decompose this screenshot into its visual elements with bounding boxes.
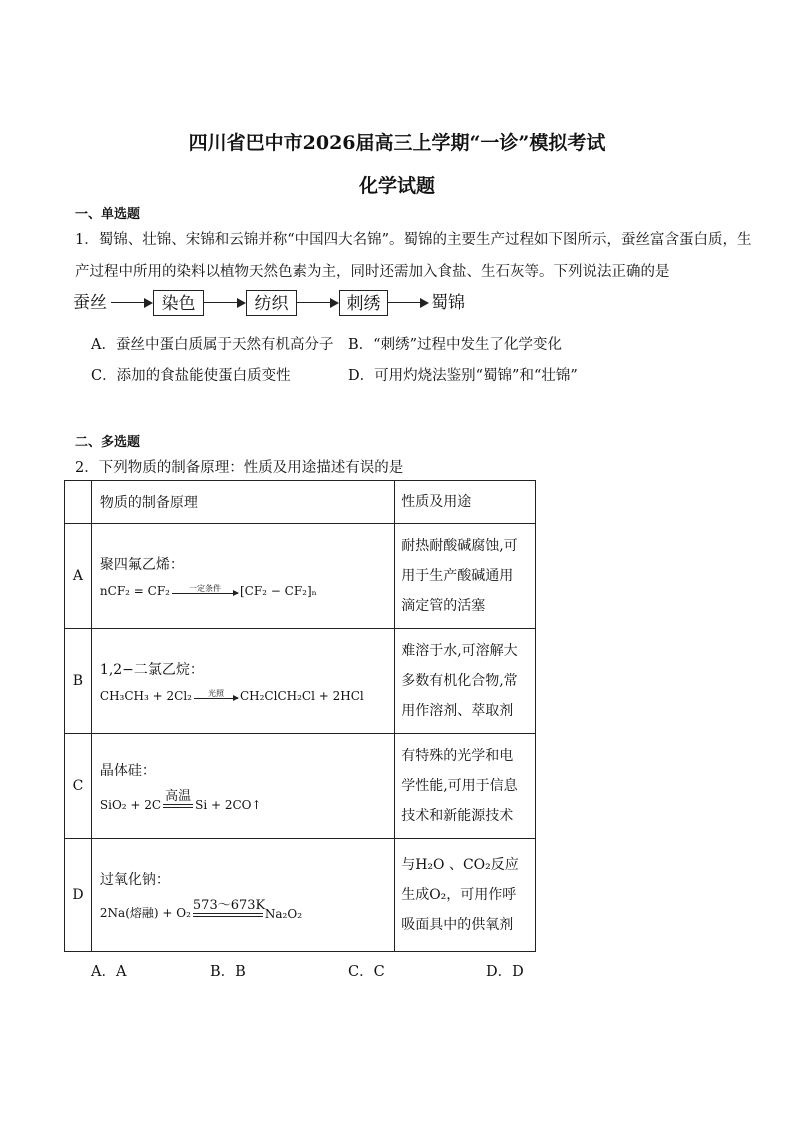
table-row (65, 839, 536, 952)
equation-left: nCF₂ = CF₂ (99, 584, 170, 598)
equation-left: CH₃CH₃ + 2Cl₂ (99, 689, 192, 703)
q1-option-b[interactable]: B．“刺绣”过程中发生了化学变化 (348, 337, 562, 353)
flow-start-label: 蚕丝 (73, 293, 107, 313)
equation-left: 2Na(熔融) + O₂ (99, 906, 191, 920)
question-1-text-line1: 1．蜀锦、壮锦、宋锦和云锦并称“中国四大名锦”。蜀锦的主要生产过程如下图所示，蚕丝富含蛋白质，生 (75, 232, 752, 248)
row-letter: D (65, 839, 92, 952)
flow-arrow-icon (204, 290, 246, 316)
property-line: 与H₂O 、CO₂反应 (401, 857, 519, 873)
equation-right: CH₂ClCH₂Cl + 2HCl (239, 689, 364, 703)
row-letter: B (65, 629, 92, 734)
property-line: 技术和新能源技术 (401, 808, 514, 824)
substance-name: 晶体硅： (99, 763, 156, 779)
flow-end-label: 蜀锦 (431, 293, 465, 313)
q2-option-b[interactable]: B．B (210, 964, 246, 980)
reaction-condition: 光照 (207, 689, 224, 698)
q2-option-c[interactable]: C．C (348, 964, 385, 980)
property-line: 多数有机化合物,常 (401, 673, 518, 689)
table-row (65, 629, 536, 734)
chemical-equation (100, 584, 394, 598)
reaction-equals-icon (192, 898, 266, 921)
substance-name: 过氧化钠： (99, 872, 170, 888)
property-line: 有特殊的光学和电 (401, 748, 514, 764)
property-line: 难溶于水,可溶解大 (401, 643, 518, 659)
header-properties: 性质及用途 (395, 481, 536, 524)
reaction-condition: 高温 (165, 789, 192, 804)
chemical-equation (100, 790, 394, 812)
equation-left: SiO₂ + 2C (99, 798, 162, 812)
flow-step-weaving: 纺织 (246, 290, 297, 316)
chemical-equation (100, 899, 394, 921)
table-row (65, 524, 536, 629)
property-line: 滴定管的活塞 (401, 598, 486, 614)
page-subtitle: 化学试题 (358, 175, 435, 197)
property-line: 用于生产酸碱通用 (401, 568, 514, 584)
flow-arrow-icon (111, 290, 153, 316)
question-1-text-line2: 产过程中所用的染料以植物天然色素为主，同时还需加入食盐、生石灰等。下列说法正确的是 (75, 264, 670, 280)
q2-table (64, 480, 536, 952)
reaction-arrow-icon (194, 689, 238, 703)
q1-option-a[interactable]: A．蚕丝中蛋白质属于天然有机高分子 (91, 337, 334, 353)
reaction-arrow-icon (172, 584, 238, 598)
q2-option-d[interactable]: D．D (486, 964, 524, 980)
chemical-equation (100, 689, 394, 703)
section-heading-multiple-choice: 二、多选题 (75, 435, 141, 450)
flow-step-dyeing: 染色 (153, 290, 204, 316)
property-line: 学性能,可用于信息 (401, 778, 518, 794)
q2-option-a[interactable]: A．A (91, 964, 127, 980)
section-heading-single-choice: 一、单选题 (75, 207, 141, 222)
property-line: 用作溶剂、萃取剂 (401, 703, 514, 719)
reaction-equals-icon (163, 790, 193, 812)
header-preparation: 物质的制备原理 (91, 481, 394, 524)
flow-step-embroidery: 刺绣 (339, 290, 388, 316)
table-row (65, 734, 536, 839)
question-2-text: 2．下列物质的制备原理：性质及用途描述有误的是 (75, 460, 404, 476)
page-title: 四川省巴中市2026届高三上学期“一诊”模拟考试 (188, 132, 606, 154)
row-letter: A (65, 524, 92, 629)
equation-right: Si + 2CO↑ (195, 798, 262, 812)
reaction-condition: 573～673K (192, 898, 266, 913)
equation-right: Na₂O₂ (264, 907, 303, 921)
q1-option-d[interactable]: D．可用灼烧法鉴别“蜀锦”和“壮锦” (348, 368, 578, 384)
q1-option-c[interactable]: C．添加的食盐能使蛋白质变性 (91, 368, 291, 384)
substance-name: 聚四氟乙烯： (99, 557, 184, 573)
equation-right: [CF₂ − CF₂]ₙ (239, 584, 317, 598)
property-line: 耐热耐酸碱腐蚀,可 (401, 538, 518, 554)
property-line: 生成O₂，可用作呼 (401, 887, 517, 903)
substance-name: 1,2−二氯乙烷： (99, 662, 204, 678)
table-header-row (65, 481, 536, 524)
flow-arrow-icon (297, 290, 339, 316)
row-letter: C (65, 734, 92, 839)
property-line: 吸面具中的供氧剂 (401, 917, 514, 933)
flow-arrow-icon (388, 290, 429, 316)
reaction-condition: 一定条件 (188, 584, 221, 593)
